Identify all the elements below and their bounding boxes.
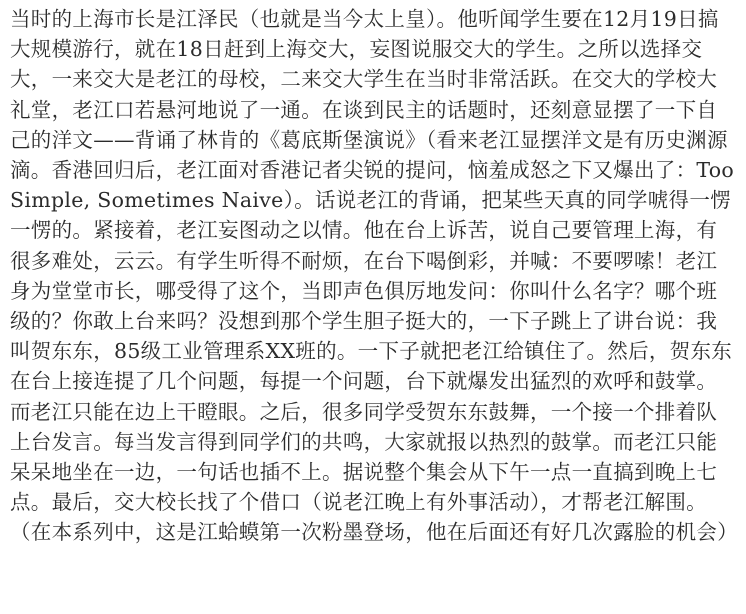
article-paragraph: 当时的上海市长是江泽民（也就是当今太上皇）。他听闻学生要在12月19日搞大规模游行，就在18日赶到上海交大，妄图说服交大的学生。之所以选择交大，一来交大是老江的母校，二来交大学生在当时非常活跃。在交大的学校大礼堂，老江口若悬河地说了一通。在谈到民主的话题时，还刻意显摆了一下自己的洋文——背诵了林肯的《葛底斯堡演说》（看来老江显摆洋文是有历史渊源滴。香港回归后，老江面对香港记者尖锐的提问，恼羞成怒之下又爆出了：Too Simple, Sometimes Naive）。话说老江的背诵，把某些天真的同学唬得一愣一愣的。紧接着，老江妄图动之以情。他在台上诉苦，说自己要管理上海，有很多难处，云云。有学生听得不耐烦，在台下喝倒彩，并喊：不要啰嗦！老江身为堂堂市长，哪受得了这个，当即声色俱厉地发问：你叫什么名字？哪个班级的？你敢上台来吗？没想到那个学生胆子挺大的，一下子跳上了讲台说：我叫贺东东，85级工业管理系XX班的。一下子就把老江给镇住了。然后，贺东东在台上接连提了几个问题，每提一个问题，台下就爆发出猛烈的欢呼和鼓掌。而老江只能在边上干瞪眼。之后，很多同学受贺东东鼓舞，一个接一个排着队上台发言。每当发言得到同学们的共鸣，大家就报以热烈的鼓掌。而老江只能呆呆地坐在一边，一句话也插不上。据说整个集会从下午一点一直搞到晚上七点。最后，交大校长找了个借口（说老江晚上有外事活动），才帮老江解围。（在本系列中，这是江蛤蟆第一次粉墨登场，他在后面还有好几次露脸的机会）: [10, 7, 738, 545]
